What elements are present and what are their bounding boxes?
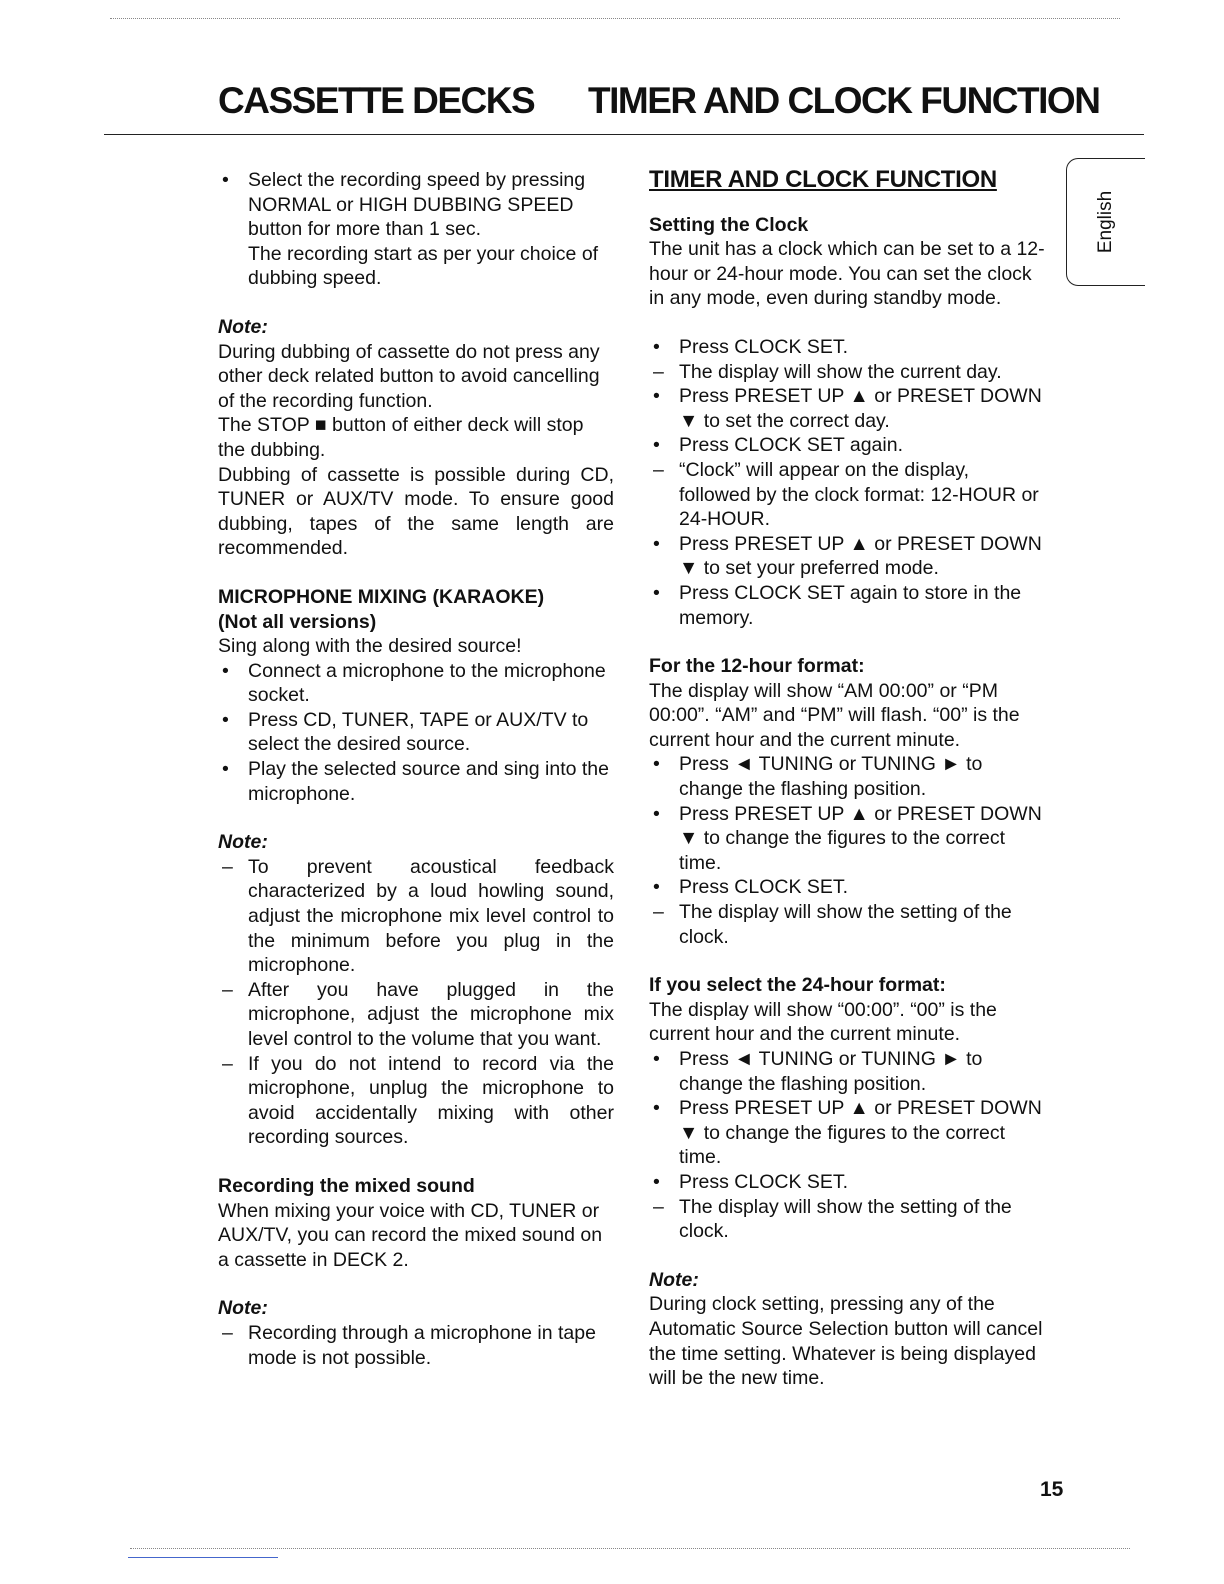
top-scan-noise bbox=[110, 18, 1120, 19]
list-item-text: Press PRESET UP ▲ or PRESET DOWN ▼ to set the correct day. bbox=[679, 385, 1042, 432]
list-marker: • bbox=[653, 434, 660, 457]
list-item-text: Press PRESET UP ▲ or PRESET DOWN ▼ to change the figures to the correct time. bbox=[679, 802, 1042, 874]
list-item-text: The display will show the setting of the clock. bbox=[679, 1195, 1012, 1243]
setting-steps bbox=[649, 335, 1045, 630]
list-item bbox=[218, 1321, 614, 1370]
list-item bbox=[649, 532, 1045, 581]
list-item bbox=[218, 168, 614, 291]
list-marker: • bbox=[653, 335, 660, 358]
list-item bbox=[649, 1170, 1045, 1195]
dash-marker: – bbox=[222, 978, 233, 1001]
note-paragraph: During dubbing of cassette do not press any other deck related button to avoid cancelling of the recording function. bbox=[218, 340, 600, 412]
list-marker: • bbox=[653, 581, 660, 604]
bullet-marker: • bbox=[222, 758, 229, 781]
bullet-marker: • bbox=[222, 708, 229, 731]
header-title-timer-clock: TIMER AND CLOCK FUNCTION bbox=[588, 80, 1100, 121]
h24-intro: The display will show “00:00”. “00” is the current hour and the current minute. bbox=[649, 998, 997, 1046]
h12-steps bbox=[649, 752, 1045, 949]
list-item bbox=[649, 433, 1045, 458]
list-item-text: To prevent acoustical feedback characterized by a loud howling sound, adjust the microphone mix level control to the minimum before you plug in the microphone. bbox=[248, 855, 614, 977]
list-item-text: If you do not intend to record via the microphone, unplug the microphone to avoid accidentally mixing with other recording sources. bbox=[248, 1052, 614, 1149]
list-marker: – bbox=[653, 458, 664, 481]
setting-intro: The unit has a clock which can be set to a 12-hour or 24-hour mode. You can set the clock in any mode, even during standby mode. bbox=[649, 238, 1045, 310]
list-item bbox=[218, 1052, 614, 1150]
list-item-text: Press ◄ TUNING or TUNING ► to change the flashing position. bbox=[679, 1048, 983, 1095]
list-item-text: Press CLOCK SET. bbox=[679, 876, 849, 899]
list-item bbox=[649, 581, 1045, 630]
note-paragraph: Dubbing of cassette is possible during CD, TUNER or AUX/TV mode. To ensure good dubbing, tapes of the same length are recommended. bbox=[218, 463, 614, 560]
list-item bbox=[218, 855, 614, 978]
list-marker: • bbox=[653, 753, 660, 776]
mic-intro: Sing along with the desired source! bbox=[218, 635, 522, 658]
list-marker: • bbox=[653, 1097, 660, 1120]
bottom-scan-underline bbox=[128, 1557, 278, 1558]
bullet-marker: • bbox=[222, 169, 229, 191]
note-heading: Note: bbox=[218, 1297, 268, 1320]
recording-text: When mixing your voice with CD, TUNER or AUX/TV, you can record the mixed sound on a cassette in DECK 2. bbox=[218, 1199, 603, 1271]
h24-steps bbox=[649, 1047, 1045, 1244]
h12-intro: The display will show “AM 00:00” or “PM 00:00”. “AM” and “PM” will flash. “00” is the current hour and the current minute. bbox=[649, 679, 1020, 751]
mic-heading: MICROPHONE MIXING (KARAOKE) bbox=[218, 585, 545, 608]
page-header bbox=[218, 80, 1118, 128]
bottom-scan-noise bbox=[130, 1548, 1130, 1549]
list-item-text: Press ◄ TUNING or TUNING ► to change the flashing position. bbox=[679, 753, 983, 801]
language-tab-label: English bbox=[1095, 190, 1116, 254]
header-title-cassette-decks: CASSETTE DECKS bbox=[218, 80, 535, 121]
list-marker: – bbox=[653, 901, 664, 924]
note-list bbox=[218, 855, 614, 1150]
header-rule bbox=[104, 134, 1144, 135]
list-item bbox=[649, 752, 1045, 801]
list-item bbox=[649, 360, 1045, 385]
list-item-text: The display will show the current day. bbox=[679, 360, 1002, 383]
list-item bbox=[649, 1047, 1045, 1096]
note-heading: Note: bbox=[218, 831, 268, 854]
list-item bbox=[649, 458, 1045, 532]
list-marker: • bbox=[653, 1048, 660, 1070]
list-item bbox=[218, 757, 614, 806]
note-heading: Note: bbox=[649, 1268, 699, 1291]
list-marker: • bbox=[653, 876, 660, 899]
right-column bbox=[649, 168, 1045, 1391]
list-item-text: The display will show the setting of the clock. bbox=[679, 901, 1012, 948]
note-list bbox=[218, 1321, 614, 1370]
page-number: 15 bbox=[1040, 1478, 1064, 1501]
intro-bullet-text: Select the recording speed by pressing NORMAL or HIGH DUBBING SPEED button for more than 1 sec. bbox=[248, 169, 586, 241]
list-item bbox=[649, 1096, 1045, 1170]
list-item bbox=[649, 384, 1045, 433]
list-item-text: Press PRESET UP ▲ or PRESET DOWN ▼ to set your preferred mode. bbox=[679, 532, 1042, 580]
list-marker: – bbox=[653, 1195, 664, 1218]
list-item bbox=[218, 659, 614, 708]
note-heading: Note: bbox=[218, 315, 268, 338]
list-item bbox=[218, 708, 614, 757]
list-item-text: Connect a microphone to the microphone socket. bbox=[248, 659, 606, 707]
intro-bullet-cont: The recording start as per your choice of dubbing speed. bbox=[248, 242, 599, 290]
list-marker: • bbox=[653, 802, 660, 825]
h24-heading: If you select the 24-hour format: bbox=[649, 974, 946, 997]
list-item-text: Play the selected source and sing into the microphone. bbox=[248, 758, 609, 805]
section-title: TIMER AND CLOCK FUNCTION bbox=[649, 166, 997, 193]
language-tab bbox=[1066, 158, 1145, 286]
note-paragraph: The STOP ■ button of either deck will stop the dubbing. bbox=[218, 414, 584, 461]
h12-heading: For the 12-hour format: bbox=[649, 655, 865, 678]
list-marker: • bbox=[653, 532, 660, 555]
list-item bbox=[649, 335, 1045, 360]
list-item-text: Recording through a microphone in tape mode is not possible. bbox=[248, 1321, 596, 1369]
list-marker: • bbox=[653, 385, 660, 408]
dash-marker: – bbox=[222, 855, 233, 878]
list-item-text: Press CD, TUNER, TAPE or AUX/TV to select the desired source. bbox=[248, 708, 589, 756]
list-item bbox=[649, 900, 1045, 949]
list-item-text: Press CLOCK SET again to store in the memory. bbox=[679, 581, 1022, 629]
list-item-text: Press CLOCK SET. bbox=[679, 335, 849, 358]
dash-marker: – bbox=[222, 1052, 233, 1075]
mic-subheading: (Not all versions) bbox=[218, 610, 377, 633]
bullet-marker: • bbox=[222, 659, 229, 682]
left-column bbox=[218, 168, 614, 1370]
list-item-text: After you have plugged in the microphone, adjust the microphone mix level control to the volume that you want. bbox=[248, 978, 614, 1050]
list-item bbox=[649, 802, 1045, 876]
list-item-text: Press CLOCK SET. bbox=[679, 1170, 849, 1193]
list-item-text: Press PRESET UP ▲ or PRESET DOWN ▼ to change the figures to the correct time. bbox=[679, 1097, 1042, 1169]
list-item bbox=[649, 1195, 1045, 1244]
list-item bbox=[649, 875, 1045, 900]
list-item bbox=[218, 978, 614, 1052]
list-marker: – bbox=[653, 360, 664, 383]
list-item-text: Press CLOCK SET again. bbox=[679, 434, 903, 457]
mic-list bbox=[218, 659, 614, 807]
setting-heading: Setting the Clock bbox=[649, 213, 809, 236]
recording-heading: Recording the mixed sound bbox=[218, 1174, 475, 1197]
dash-marker: – bbox=[222, 1321, 233, 1344]
list-marker: • bbox=[653, 1170, 660, 1193]
intro-list bbox=[218, 168, 614, 291]
note-text: During clock setting, pressing any of the Automatic Source Selection button will cancel the time setting. Whatever is being displayed will be the new time. bbox=[649, 1293, 1043, 1390]
list-item-text: “Clock” will appear on the display, followed by the clock format: 12-HOUR or 24-HOUR. bbox=[679, 458, 1039, 531]
